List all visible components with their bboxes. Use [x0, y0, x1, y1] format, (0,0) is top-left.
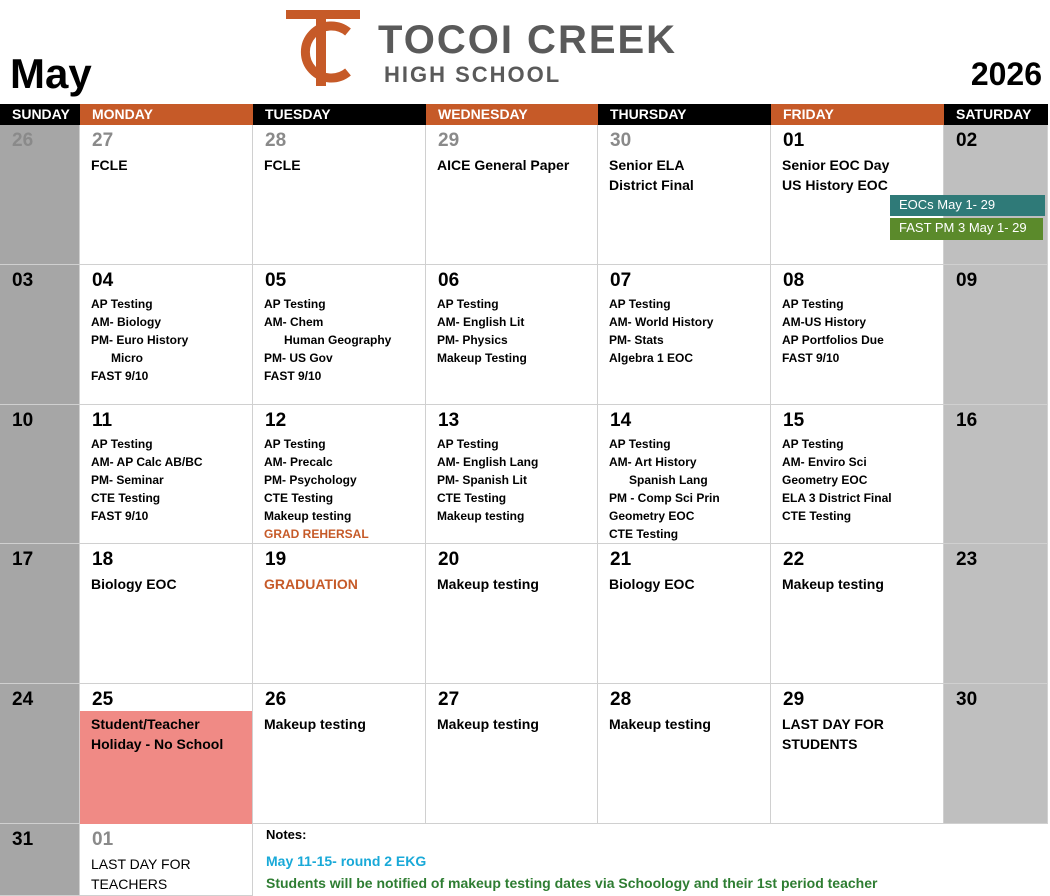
- event-list: [782, 155, 939, 195]
- day-header-wednesday: WEDNESDAY: [426, 104, 598, 125]
- day-cell[interactable]: [0, 684, 80, 824]
- event-item: Human Geography: [284, 333, 392, 347]
- day-cell[interactable]: [253, 405, 426, 544]
- logo-name: TOCOI CREEK: [378, 18, 678, 62]
- day-cell[interactable]: [80, 684, 253, 824]
- day-header-tuesday: TUESDAY: [253, 104, 426, 125]
- day-header-thursday: THURSDAY: [598, 104, 771, 125]
- event-item: PM- Physics: [437, 333, 508, 347]
- event-item: AM- Biology: [91, 315, 161, 329]
- event-list: [264, 574, 421, 594]
- event-item: PM- Stats: [609, 333, 664, 347]
- notes-line-makeup: Students will be notified of makeup testing dates via Schoology and their 1st period teacher: [266, 875, 878, 891]
- event-list: [264, 295, 421, 385]
- event-item: Makeup Testing: [437, 351, 527, 365]
- event-item: AP Testing: [91, 437, 153, 451]
- event-item: AP Testing: [437, 297, 499, 311]
- event-item: PM- Seminar: [91, 473, 164, 487]
- day-number: 20: [438, 549, 460, 570]
- event-item: District Final: [609, 177, 694, 193]
- day-cell[interactable]: [253, 265, 426, 405]
- year-title: 2026: [970, 56, 1042, 92]
- day-number: 01: [92, 829, 114, 850]
- event-item: AP Testing: [609, 297, 671, 311]
- day-number: 28: [265, 130, 287, 151]
- day-number: 07: [610, 270, 632, 291]
- event-list: [91, 155, 248, 175]
- day-cell[interactable]: [598, 265, 771, 405]
- day-number: 27: [438, 689, 460, 710]
- event-list: [91, 854, 248, 894]
- day-number: 22: [783, 549, 805, 570]
- event-item: CTE Testing: [91, 491, 161, 505]
- fast-range-tag: FAST PM 3 May 1- 29: [890, 218, 1043, 240]
- event-item: CTE Testing: [609, 527, 679, 541]
- day-number: 08: [783, 270, 805, 291]
- event-item: Senior ELA: [609, 157, 685, 173]
- day-cell[interactable]: [0, 544, 80, 684]
- event-item: Makeup testing: [264, 509, 352, 523]
- event-item: PM- US Gov: [264, 351, 333, 365]
- event-list: [437, 435, 593, 525]
- event-item: Micro: [111, 351, 144, 365]
- day-number: 24: [12, 689, 34, 710]
- day-number: 01: [783, 130, 805, 151]
- event-item: Biology EOC: [609, 576, 695, 592]
- event-list: [437, 155, 593, 175]
- day-header-saturday: SATURDAY: [944, 104, 1048, 125]
- event-item: Algebra 1 EOC: [609, 351, 694, 365]
- event-item: CTE Testing: [437, 491, 507, 505]
- day-number: 23: [956, 549, 978, 570]
- day-number: 30: [956, 689, 978, 710]
- event-item: AM- Art History: [609, 455, 697, 469]
- event-item: FAST 9/10: [782, 351, 840, 365]
- day-cell[interactable]: [0, 405, 80, 544]
- day-number: 12: [265, 410, 287, 431]
- event-item: LAST DAY FOR: [782, 716, 884, 732]
- event-item: US History EOC: [782, 177, 888, 193]
- day-number: 30: [610, 130, 632, 151]
- day-cell[interactable]: [944, 265, 1048, 405]
- event-item: FAST 9/10: [264, 369, 322, 383]
- day-cell[interactable]: [80, 405, 253, 544]
- notes-section: [253, 720, 1048, 891]
- day-number: 06: [438, 270, 460, 291]
- day-number: 31: [12, 829, 34, 850]
- event-list: [91, 574, 248, 594]
- day-cell[interactable]: [771, 405, 944, 544]
- tc-monogram-icon: [286, 10, 366, 86]
- event-item: LAST DAY FOR: [91, 856, 191, 872]
- day-header-monday: MONDAY: [80, 104, 253, 125]
- day-cell[interactable]: [771, 544, 944, 684]
- event-item: AP Testing: [437, 437, 499, 451]
- event-list: [609, 295, 766, 367]
- event-item: Makeup testing: [437, 716, 539, 732]
- day-number: 15: [783, 410, 805, 431]
- day-number: 16: [956, 410, 978, 431]
- event-item: AICE General Paper: [437, 157, 570, 173]
- event-item: Makeup testing: [609, 716, 711, 732]
- event-item: Makeup testing: [437, 509, 525, 523]
- day-cell[interactable]: [0, 265, 80, 405]
- event-list: [609, 155, 766, 195]
- event-list: [609, 574, 766, 594]
- event-item: AM- English Lit: [437, 315, 525, 329]
- event-item: AP Testing: [782, 297, 844, 311]
- day-cell[interactable]: [0, 125, 80, 265]
- day-cell[interactable]: [80, 824, 253, 896]
- event-item: ELA 3 District Final: [782, 491, 892, 505]
- event-item: AM- Chem: [264, 315, 324, 329]
- event-item: Makeup testing: [437, 576, 539, 592]
- day-cell[interactable]: [80, 125, 253, 265]
- event-item: CTE Testing: [782, 509, 852, 523]
- event-list: [264, 435, 421, 543]
- event-item: FAST 9/10: [91, 509, 149, 523]
- day-number: 29: [783, 689, 805, 710]
- event-item: AM-US History: [782, 315, 867, 329]
- event-item: GRAD REHERSAL: [264, 527, 369, 541]
- day-number: 03: [12, 270, 34, 291]
- day-cell[interactable]: [426, 125, 598, 265]
- day-number: 18: [92, 549, 114, 570]
- event-item: AM- World History: [609, 315, 714, 329]
- event-list: [782, 574, 939, 594]
- event-item: AM- Enviro Sci: [782, 455, 867, 469]
- day-number: 02: [956, 130, 978, 151]
- day-number: 19: [265, 549, 287, 570]
- logo-subtitle: HIGH SCHOOL: [384, 62, 562, 87]
- day-number: 26: [12, 130, 34, 151]
- day-number: 21: [610, 549, 632, 570]
- event-item: Holiday - No School: [91, 736, 224, 752]
- event-item: FCLE: [264, 157, 301, 173]
- event-list: [91, 714, 248, 754]
- notes-label: Notes:: [266, 827, 307, 842]
- day-number: 17: [12, 549, 34, 570]
- event-item: TEACHERS: [91, 876, 168, 892]
- event-item: PM- Psychology: [264, 473, 357, 487]
- day-number: 10: [12, 410, 34, 431]
- day-number: 09: [956, 270, 978, 291]
- event-list: [782, 435, 939, 525]
- month-title: May: [10, 50, 92, 97]
- school-logo: [286, 10, 746, 88]
- day-cell[interactable]: [426, 544, 598, 684]
- event-item: GRADUATION: [264, 576, 358, 592]
- day-cell[interactable]: [598, 405, 771, 544]
- day-cell[interactable]: [253, 125, 426, 265]
- event-item: AP Testing: [609, 437, 671, 451]
- day-cell[interactable]: [598, 544, 771, 684]
- day-number: 26: [265, 689, 287, 710]
- day-cell[interactable]: [426, 265, 598, 405]
- event-list: [264, 155, 421, 175]
- event-item: Makeup testing: [264, 716, 366, 732]
- event-item: AP Testing: [264, 437, 326, 451]
- event-list: [437, 295, 593, 367]
- event-item: AM- AP Calc AB/BC: [91, 455, 203, 469]
- event-item: AP Testing: [91, 297, 153, 311]
- day-number: 04: [92, 270, 114, 291]
- event-item: CTE Testing: [264, 491, 334, 505]
- notes-line-ekg: May 11-15- round 2 EKG: [266, 853, 427, 869]
- event-item: STUDENTS: [782, 736, 858, 752]
- day-cell[interactable]: [598, 125, 771, 265]
- event-item: Student/Teacher: [91, 716, 200, 732]
- day-cell[interactable]: [0, 824, 80, 896]
- event-item: AM- Precalc: [264, 455, 333, 469]
- day-cell[interactable]: [944, 405, 1048, 544]
- day-number: 28: [610, 689, 632, 710]
- day-number: 27: [92, 130, 114, 151]
- event-item: AP Testing: [782, 437, 844, 451]
- event-item: PM- Euro History: [91, 333, 189, 347]
- eoc-range-tag: EOCs May 1- 29: [890, 195, 1045, 216]
- day-cell[interactable]: [771, 265, 944, 405]
- day-number: 29: [438, 130, 460, 151]
- event-item: Makeup testing: [782, 576, 884, 592]
- day-cell[interactable]: [944, 544, 1048, 684]
- event-item: AP Portfolios Due: [782, 333, 884, 347]
- event-item: PM- Spanish Lit: [437, 473, 527, 487]
- day-number: 14: [610, 410, 632, 431]
- day-number: 05: [265, 270, 287, 291]
- event-list: [609, 435, 766, 543]
- event-item: PM - Comp Sci Prin: [609, 491, 720, 505]
- day-number: 25: [92, 689, 114, 710]
- event-item: FCLE: [91, 157, 128, 173]
- event-item: AM- English Lang: [437, 455, 539, 469]
- day-cell[interactable]: [426, 405, 598, 544]
- day-number: 11: [92, 410, 113, 431]
- event-list: [91, 435, 248, 525]
- day-cell[interactable]: [80, 544, 253, 684]
- event-list: [437, 574, 593, 594]
- event-list: [91, 295, 248, 385]
- event-item: AP Testing: [264, 297, 326, 311]
- event-item: Spanish Lang: [629, 473, 708, 487]
- event-list: [782, 295, 939, 367]
- event-item: Biology EOC: [91, 576, 177, 592]
- event-item: Senior EOC Day: [782, 157, 890, 173]
- event-item: FAST 9/10: [91, 369, 149, 383]
- event-item: Geometry EOC: [782, 473, 868, 487]
- day-cell[interactable]: [80, 265, 253, 405]
- day-number: 13: [438, 410, 460, 431]
- day-header-friday: FRIDAY: [771, 104, 944, 125]
- day-header-sunday: SUNDAY: [0, 104, 80, 125]
- event-item: Geometry EOC: [609, 509, 695, 523]
- day-cell[interactable]: [253, 544, 426, 684]
